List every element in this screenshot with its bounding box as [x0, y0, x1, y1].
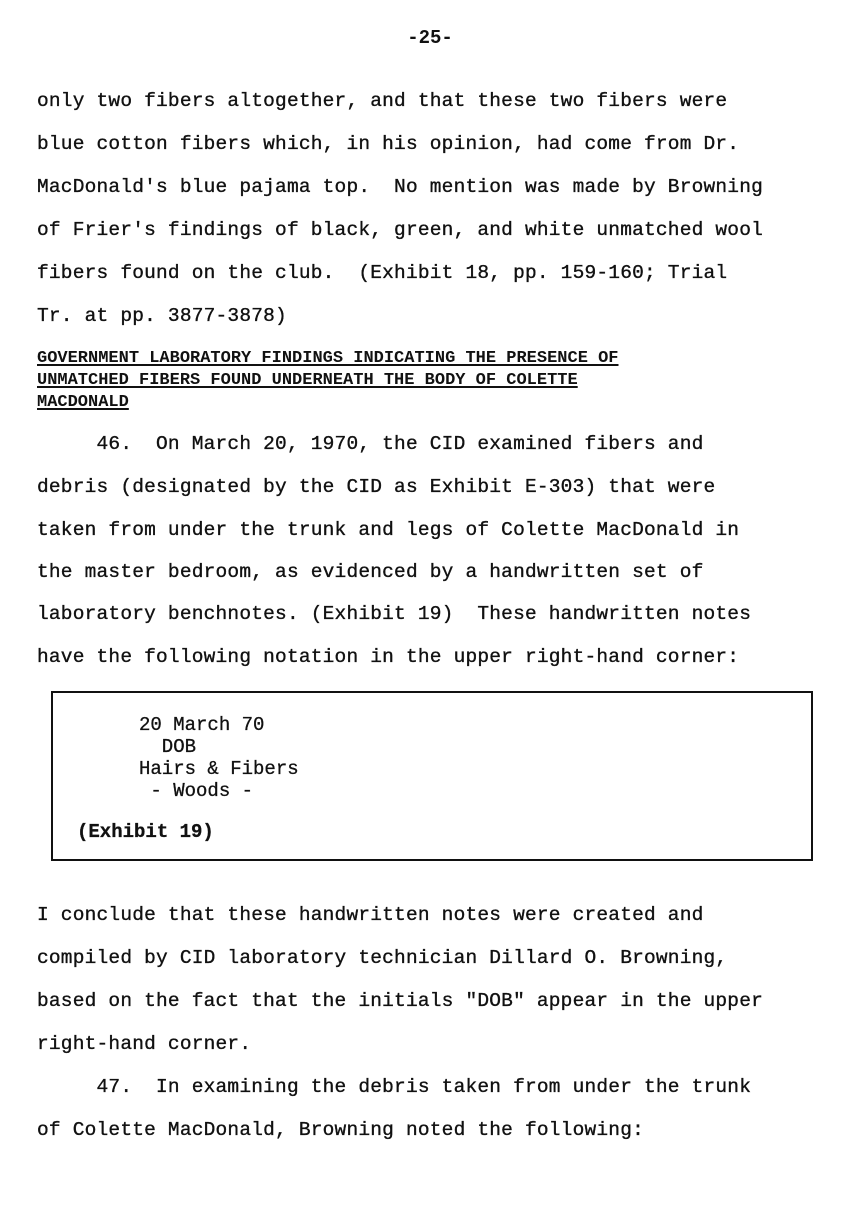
paragraph-line: laboratory benchnotes. (Exhibit 19) These handwritten notes — [37, 603, 752, 625]
section-heading-line: UNMATCHED FIBERS FOUND UNDERNEATH THE BODY OF COLETTE — [37, 371, 578, 390]
notation-line: DOB — [139, 736, 197, 758]
paragraph-line: blue cotton fibers which, in his opinion, had come from Dr. — [37, 133, 740, 155]
exhibit-reference: (Exhibit 19) — [77, 821, 214, 843]
paragraph-line: based on the fact that the initials "DOB" appear in the upper — [37, 990, 764, 1012]
page-number: -25- — [407, 27, 453, 49]
paragraph-line: MacDonald's blue pajama top. No mention was made by Browning — [37, 176, 764, 198]
paragraph-line: fibers found on the club. (Exhibit 18, pp. 159-160; Trial — [37, 262, 728, 284]
paragraph-line: of Frier's findings of black, green, and white unmatched wool — [37, 219, 764, 241]
paragraph-line: 46. On March 20, 1970, the CID examined fibers and — [37, 433, 704, 455]
section-heading-line: GOVERNMENT LABORATORY FINDINGS INDICATING THE PRESENCE OF — [37, 349, 619, 368]
paragraph-line: right-hand corner. — [37, 1033, 252, 1055]
notation-line: Hairs & Fibers — [139, 758, 299, 780]
notation-line: 20 March 70 — [139, 714, 265, 736]
paragraph-line: taken from under the trunk and legs of Colette MacDonald in — [37, 519, 740, 541]
paragraph-line: only two fibers altogether, and that these two fibers were — [37, 90, 728, 112]
section-heading-line: MACDONALD — [37, 393, 129, 412]
paragraph-line: compiled by CID laboratory technician Dillard O. Browning, — [37, 947, 728, 969]
paragraph-line: the master bedroom, as evidenced by a handwritten set of — [37, 561, 704, 583]
paragraph-line: have the following notation in the upper right-hand corner: — [37, 646, 740, 668]
paragraph-line: of Colette MacDonald, Browning noted the following: — [37, 1119, 644, 1141]
paragraph-line: debris (designated by the CID as Exhibit E-303) that were — [37, 476, 716, 498]
notation-box — [51, 691, 813, 861]
paragraph-line: I conclude that these handwritten notes were created and — [37, 904, 704, 926]
notation-line: - Woods - — [139, 780, 254, 802]
paragraph-line: Tr. at pp. 3877-3878) — [37, 305, 287, 327]
paragraph-line: 47. In examining the debris taken from under the trunk — [37, 1076, 752, 1098]
